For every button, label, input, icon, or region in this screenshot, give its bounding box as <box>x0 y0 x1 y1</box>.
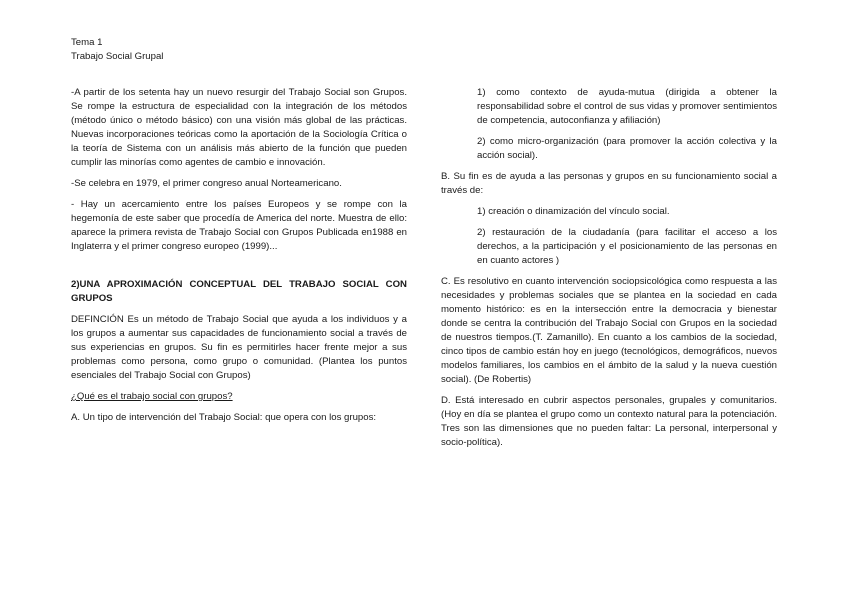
header-topic: Tema 1 <box>71 37 103 48</box>
list-item-a1: 1) como contexto de ayuda-mutua (dirigida a obtener la responsabilidad sobre el control de sus vidas y promover sentimientos de competencia, autoconfianza y afiliación) <box>477 87 777 126</box>
list-item-a2: 2) como micro-organización (para promover la acción colectiva y la acción social). <box>477 136 777 161</box>
document-header <box>71 36 163 64</box>
section-heading-conceptual: 2)UNA APROXIMACIÓN CONCEPTUAL DEL TRABAJO SOCIAL CON GRUPOS <box>71 279 407 304</box>
list-item-b1: 1) creación o dinamización del vínculo social. <box>477 206 670 217</box>
paragraph-european-approach: - Hay un acercamiento entre los países Europeos y se rompe con la hegemonía de este saber que procedía de America del norte. Muestra de ello: aparece la primera revista de Trabajo Social con Grupos Publicada en1988 en Inglaterra y el primer congreso europeo (1999)... <box>71 199 407 252</box>
right-column <box>441 86 777 457</box>
paragraph-resurgence: -A partir de los setenta hay un nuevo resurgir del Trabajo Social son Grupos. Se rompe la estructura de especialidad con la integración de los métodos (método único o método básico) con una visión más global de las prácticas. Nuevas incorporaciones teóricas como la aportación de la Sociología Crítica o la teoría de Sistema con un análisis más abierto de la función que pueden cumplir las minorías como agentes de cambio e innovación. <box>71 87 407 168</box>
header-subject: Trabajo Social Grupal <box>71 51 164 62</box>
paragraph-point-c: C. Es resolutivo en cuanto intervención sociopsicológica como respuesta a las necesidades y problemas sociales que se plantea en la sociedad en cada momento histórico: es en la intersección entre la democracia y bienestar donde se centra la contribución del Trabajo Social con Grupos en la sociedad de nuestros tiempos.(T. Zamanillo). En cuanto a los cambios de la sociedad, cinco tipos de cambio están hoy en juego (tecnológicos, demográficos, nuevos modelos familiares, los cambios en el ámbito de la salud y la nueva cuestión social). (De Robertis) <box>441 276 777 385</box>
list-item-b2: 2) restauración de la ciudadanía (para facilitar el acceso a los derechos, a la participación y el posicionamiento de las personas en en cuanto actores ) <box>477 227 777 266</box>
paragraph-point-a: A. Un tipo de intervención del Trabajo Social: que opera con los grupos: <box>71 412 377 423</box>
question-heading: ¿Qué es el trabajo social con grupos? <box>71 391 233 402</box>
paragraph-congress-1979: -Se celebra en 1979, el primer congreso anual Norteamericano. <box>71 178 342 189</box>
paragraph-point-b: B. Su fin es de ayuda a las personas y grupos en su funcionamiento social a través de: <box>441 171 777 196</box>
paragraph-point-d: D. Está interesado en cubrir aspectos personales, grupales y comunitarios. (Hoy en día se plantea el grupo como un contexto natural para la potenciación. Tres son las dimensiones que no pueden faltar: La personal, interpersonal y socio-política). <box>441 395 777 448</box>
left-column <box>71 86 407 432</box>
paragraph-definition: DEFINCIÓN Es un método de Trabajo Social que ayuda a los individuos y a los grupos a aumentar sus capacidades de funcionamiento social a través de sus experiencias en grupos. Su fin es permitirles hacer frente mejor a sus problemas como persona, como grupo o comunidad. (Plantea los puntos esenciales del Trabajo Social con Grupos) <box>71 314 407 381</box>
